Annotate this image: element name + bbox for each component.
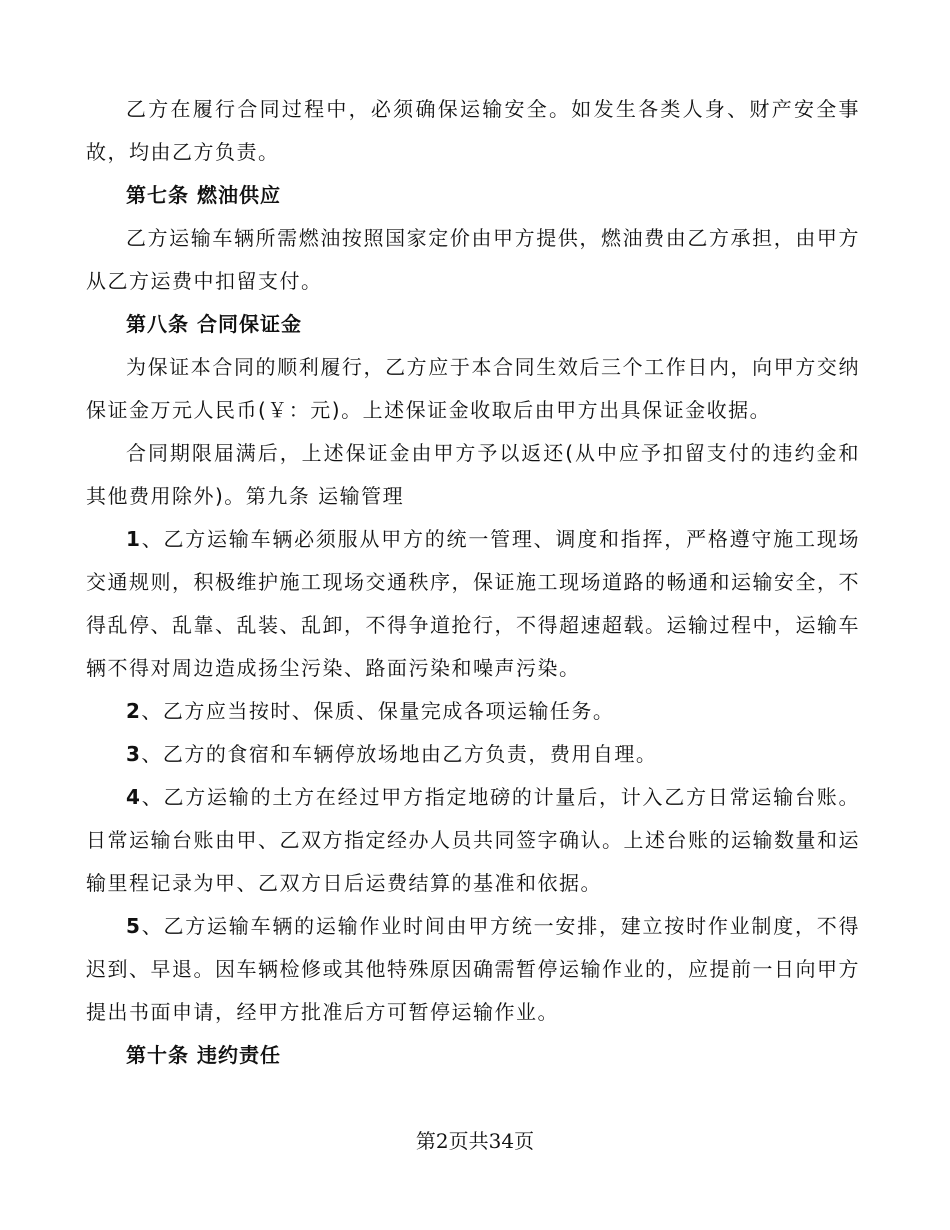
list-number: 5: [126, 914, 142, 938]
page-number-footer: 第2页共34页: [415, 1129, 535, 1153]
document-body: [86, 88, 860, 1077]
list-item-3: [86, 733, 860, 776]
list-item-text: 、乙方运输车辆必须服从甲方的统一管理、调度和指挥，严格遵守施工现场交通规则，积极维护施工现场交通秩序，保证施工现场道路的畅通和运输安全，不得乱停、乱靠、乱装、乱卸，不得争道抢行，不得超速超载。运输过程中，运输车辆不得对周边造成扬尘污染、路面污染和噪声污染。: [86, 527, 860, 680]
heading-article-7: 第七条 燃油供应: [126, 183, 281, 207]
list-number: 1: [126, 527, 142, 551]
heading-article-8: 第八条 合同保证金: [126, 312, 302, 336]
list-item-2: [86, 690, 860, 733]
list-item-text: 、乙方运输的土方在经过甲方指定地磅的计量后，计入乙方日常运输台账。日常运输台账由甲、乙双方指定经办人员共同签字确认。上述台账的运输数量和运输里程记录为甲、乙双方日后运费结算的基准和依据。: [86, 785, 860, 895]
list-item-text: 、乙方的食宿和车辆停放场地由乙方负责，费用自理。: [141, 742, 658, 766]
list-number: 2: [126, 699, 142, 723]
paragraph-fuel-supply: 乙方运输车辆所需燃油按照国家定价由甲方提供，燃油费由乙方承担，由甲方从乙方运费中扣留支付。: [86, 226, 860, 293]
list-item-text: 、乙方运输车辆的运输作业时间由甲方统一安排，建立按时作业制度，不得迟到、早退。因车辆检修或其他特殊原因确需暂停运输作业的，应提前一日向甲方提出书面申请，经甲方批准后方可暂停运输作业。: [86, 914, 860, 1024]
list-number: 4: [126, 785, 142, 809]
paragraph-deposit: 为保证本合同的顺利履行，乙方应于本合同生效后三个工作日内，向甲方交纳保证金万元人民币(￥：元)。上述保证金收取后由甲方出具保证金收据。: [86, 355, 860, 422]
paragraph-safety-responsibility: 乙方在履行合同过程中，必须确保运输安全。如发生各类人身、财产安全事故，均由乙方负责。: [86, 97, 860, 164]
list-item-text: 、乙方应当按时、保质、保量完成各项运输任务。: [141, 699, 615, 723]
list-item-4: [86, 776, 860, 905]
paragraph-deposit-return: 合同期限届满后，上述保证金由甲方予以返还(从中应予扣留支付的违约金和其他费用除外)。第九条 运输管理: [86, 441, 860, 508]
list-number: 3: [126, 742, 142, 766]
heading-article-10: 第十条 违约责任: [126, 1043, 281, 1067]
list-item-1: [86, 518, 860, 690]
list-item-5: [86, 905, 860, 1034]
